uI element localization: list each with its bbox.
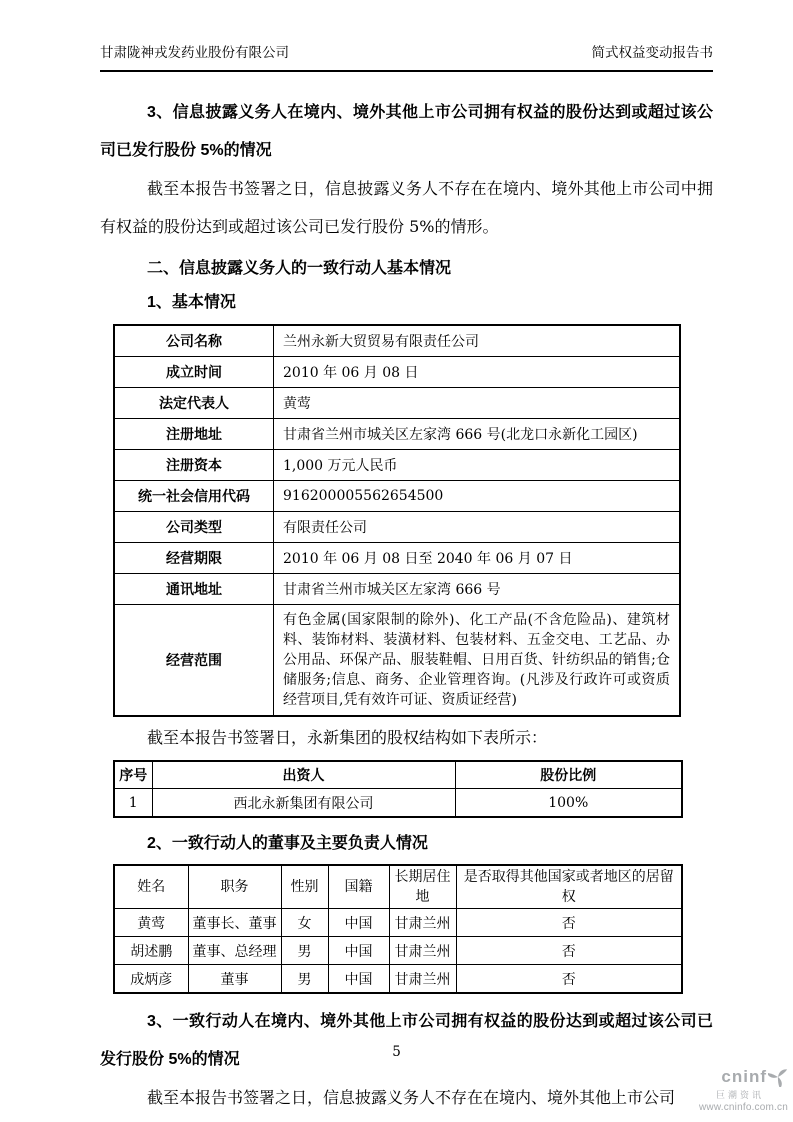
ownership-cell-index: 1: [114, 789, 152, 818]
ownership-table: [113, 760, 683, 818]
directors-header-residence: 长期居住地: [389, 865, 456, 909]
director-other-residency: 否: [456, 909, 682, 937]
director-position: 董事: [188, 965, 281, 994]
table-row: [114, 512, 680, 543]
basic-info-value: 916200005562654500: [274, 481, 681, 512]
table-row: [114, 574, 680, 605]
director-name: 黄莺: [114, 909, 188, 937]
table-row: [114, 543, 680, 574]
table-header-row: [114, 761, 682, 789]
basic-info-label: 经营期限: [114, 543, 274, 574]
basic-info-label: 统一社会信用代码: [114, 481, 274, 512]
directors-header-position: 职务: [188, 865, 281, 909]
table-row: [114, 481, 680, 512]
ownership-header-index: 序号: [114, 761, 152, 789]
page-number: 5: [392, 1044, 401, 1060]
heading-prev-item3: 3、信息披露义务人在境内、境外其他上市公司拥有权益的股份达到或超过该公司已发行股份 5%的情况: [100, 104, 713, 159]
table-row: [114, 789, 682, 818]
ownership-header-investor: 出资人: [152, 761, 455, 789]
basic-info-value: 黄莺: [274, 388, 681, 419]
basic-info-label: 法定代表人: [114, 388, 274, 419]
cninfo-url: www.cninfo.com.cn: [699, 1102, 788, 1113]
basic-info-label: 注册地址: [114, 419, 274, 450]
basic-info-value: 甘肃省兰州市城关区左家湾 666 号: [274, 574, 681, 605]
cninfo-pinwheel-icon: [768, 1067, 788, 1087]
director-gender: 男: [281, 965, 328, 994]
basic-info-value: 兰州永新大贸贸易有限责任公司: [274, 325, 681, 357]
director-residence: 甘肃兰州: [389, 909, 456, 937]
basic-info-label: 经营范围: [114, 605, 274, 717]
ownership-header-ratio: 股份比例: [455, 761, 682, 789]
directors-header-nationality: 国籍: [328, 865, 389, 909]
table-row: [114, 937, 682, 965]
paragraph-prev-item3: 截至本报告书签署之日，信息披露义务人不存在在境内、境外其他上市公司中拥有权益的股份达到或超过该公司已发行股份 5%的情形。: [100, 179, 713, 236]
heading-basic-info: 1、基本情况: [147, 294, 236, 311]
cninfo-brand-text: cninf: [721, 1067, 767, 1086]
basic-info-label: 公司类型: [114, 512, 274, 543]
basic-info-label: 公司名称: [114, 325, 274, 357]
table-row: [114, 325, 680, 357]
heading-section-two: 二、信息披露义务人的一致行动人基本情况: [147, 260, 452, 277]
basic-info-label: 注册资本: [114, 450, 274, 481]
header-doc-title: 简式权益变动报告书: [591, 45, 713, 61]
director-gender: 男: [281, 937, 328, 965]
table-row: [114, 357, 680, 388]
header-company-name: 甘肃陇神戎发药业股份有限公司: [100, 45, 289, 61]
directors-header-other-residency: 是否取得其他国家或者地区的居留权: [456, 865, 682, 909]
director-residence: 甘肃兰州: [389, 965, 456, 994]
table-row: [114, 388, 680, 419]
basic-info-value: 1,000 万元人民币: [274, 450, 681, 481]
table-row: [114, 450, 680, 481]
paragraph-other-listed: 截至本报告书签署之日，信息披露义务人不存在在境内、境外其他上市公司: [147, 1088, 676, 1107]
director-gender: 女: [281, 909, 328, 937]
director-name: 胡述鹏: [114, 937, 188, 965]
director-other-residency: 否: [456, 965, 682, 994]
ownership-cell-ratio: 100%: [455, 789, 682, 818]
directors-header-gender: 性别: [281, 865, 328, 909]
director-name: 成炳彦: [114, 965, 188, 994]
running-header: [100, 44, 713, 72]
basic-info-label: 成立时间: [114, 357, 274, 388]
basic-info-value: 甘肃省兰州市城关区左家湾 666 号(北龙口永新化工园区): [274, 419, 681, 450]
cninfo-logo: [699, 1067, 788, 1113]
directors-header-name: 姓名: [114, 865, 188, 909]
ownership-note: 截至本报告书签署日，永新集团的股权结构如下表所示：: [147, 728, 548, 747]
table-header-row: [114, 865, 682, 909]
heading-directors: 2、一致行动人的董事及主要负责人情况: [147, 835, 428, 852]
director-residence: 甘肃兰州: [389, 937, 456, 965]
director-nationality: 中国: [328, 965, 389, 994]
table-row: [114, 965, 682, 994]
director-nationality: 中国: [328, 937, 389, 965]
table-row: [114, 909, 682, 937]
basic-info-value: 有限责任公司: [274, 512, 681, 543]
basic-info-value: 2010 年 06 月 08 日至 2040 年 06 月 07 日: [274, 543, 681, 574]
basic-info-value: 2010 年 06 月 08 日: [274, 357, 681, 388]
director-other-residency: 否: [456, 937, 682, 965]
director-nationality: 中国: [328, 909, 389, 937]
heading-other-listed: 3、一致行动人在境内、境外其他上市公司拥有权益的股份达到或超过该公司已发行股份 5%的情况: [100, 1013, 713, 1068]
basic-info-label: 通讯地址: [114, 574, 274, 605]
director-position: 董事、总经理: [188, 937, 281, 965]
cninfo-brand-row: [699, 1067, 788, 1087]
directors-table: [113, 864, 683, 994]
table-row: [114, 605, 680, 717]
basic-info-value: 有色金属(国家限制的除外)、化工产品(不含危险品)、建筑材料、装饰材料、装潢材料、包装材料、五金交电、工艺品、办公用品、环保产品、服装鞋帽、日用百货、针纺织品的销售;仓储服务;信息、商务、企业管理咨询。(凡涉及行政许可或资质经营项目,凭有效许可证、资质证经营): [274, 605, 681, 717]
ownership-cell-investor: 西北永新集团有限公司: [152, 789, 455, 818]
cninfo-chinese-name: 巨潮资讯: [715, 1090, 764, 1100]
director-position: 董事长、董事: [188, 909, 281, 937]
basic-info-table: [113, 324, 681, 717]
table-row: [114, 419, 680, 450]
